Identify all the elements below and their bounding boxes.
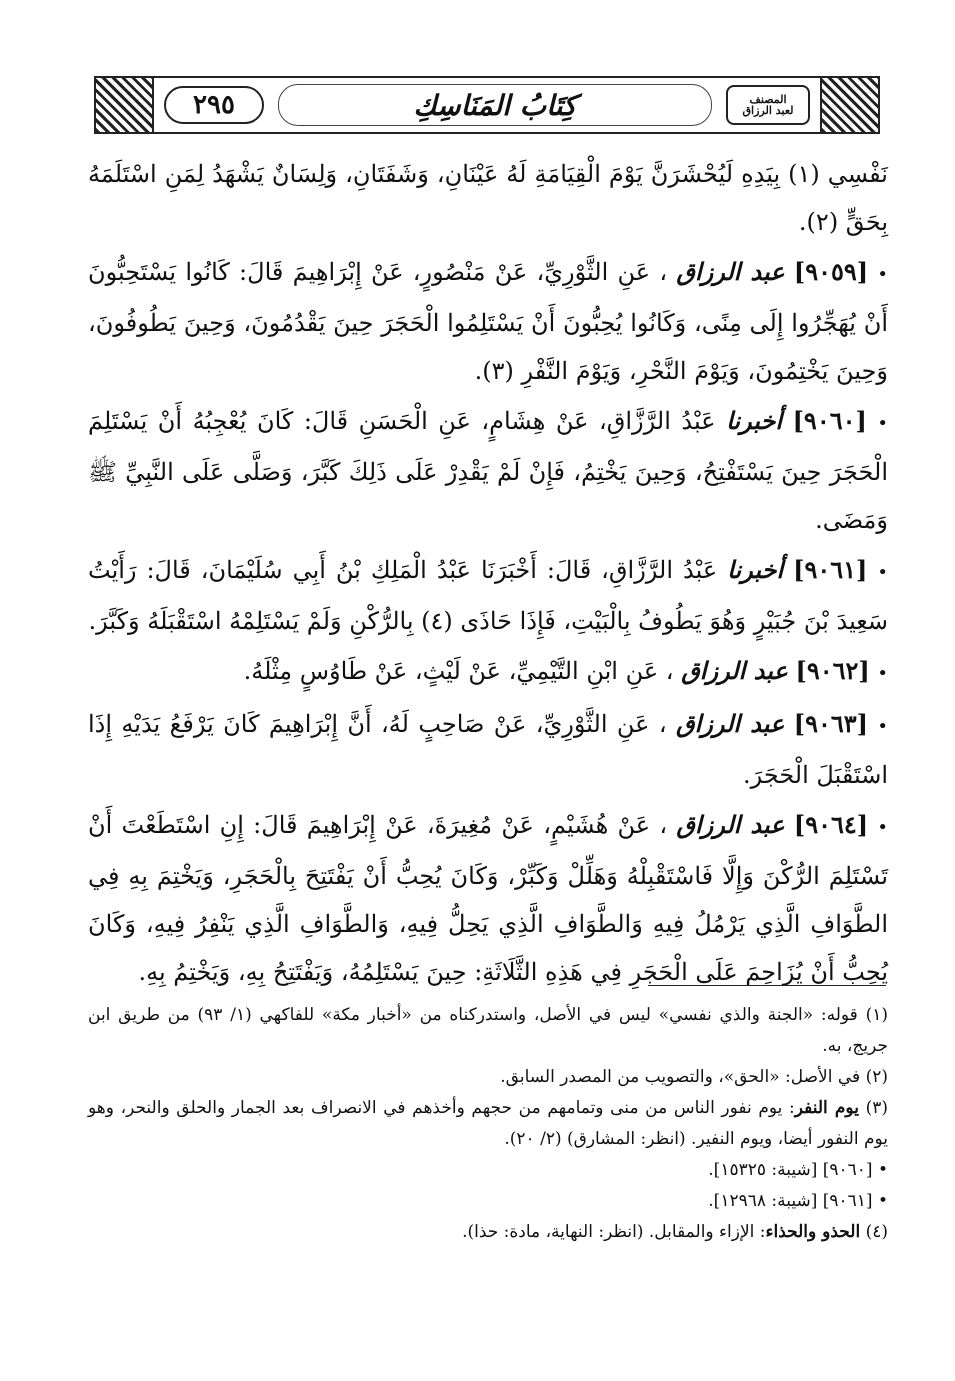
footnotes (88, 1000, 888, 1248)
bullet: • (877, 1160, 888, 1180)
hadith-text: عَبْدُ الرَّزَّاقِ، عَنْ هِشَامٍ، عَنِ الْحَسَنِ قَالَ: كَانَ يُعْجِبُهُ أَنْ يَسْتَلِمَ الْحَجَرَ حِينَ يَسْتَفْتِحُ، وَحِينَ يَخْتِمُ، فَإِنْ لَمْ يَقْدِرْ عَلَى ذَلِكَ كَبَّرَ، وَصَلَّى عَلَى النَّبِيِّ ﷺ وَمَضَى. (88, 407, 888, 534)
narrator: عبد الرزاق (676, 810, 785, 839)
page-header (94, 76, 880, 134)
footnote-ref-9061 (88, 1186, 888, 1217)
book-title: كِتَابُ المَنَاسِكِ (278, 84, 712, 126)
hadith-text: ، عَنِ الثَّوْرِيِّ، عَنْ مَنْصُورٍ، عَنْ إِبْرَاهِيمَ قَالَ: كَانُوا يَسْتَحِبُّونَ أَنْ يُهَجِّرُوا إِلَى مِنًى، وَكَانُوا يُحِبُّونَ أَنْ يَسْتَلِمُوا الْحَجَرَ حِينَ يَقْدُمُونَ، وَحِينَ يَطُوفُونَ، وَحِينَ يَخْتِمُونَ، وَيَوْمَ النَّحْرِ، وَيَوْمَ النَّفْرِ (٣). (88, 258, 888, 385)
footnote-2 (88, 1062, 888, 1093)
narrator: عبد الرزاق (681, 656, 788, 685)
hadith-9059 (88, 248, 888, 395)
logo-line-2: لعبد الرزاق (742, 104, 794, 117)
paragraph-text: نَفْسِي (١) بِيَدِهِ لَيُحْشَرَنَّ يَوْمَ الْقِيَامَةِ لَهُ عَيْنَانِ، وَشَفَتَانِ، وَلِسَانٌ يَشْهَدُ لِمَنِ اسْتَلَمَهُ بِحَقٍّ (٢). (88, 160, 888, 236)
hadith-text: ، عَنِ ابْنِ التَّيْمِيِّ، عَنْ لَيْثٍ، عَنْ طَاوُسٍ مِثْلَهُ. (243, 657, 674, 685)
footnote-marker: (١) (865, 1005, 888, 1025)
footnote-text: في الأصل: «الحق»، والتصويب من المصدر السابق. (500, 1067, 861, 1087)
narrator: عبد الرزاق (675, 709, 785, 738)
footnote-marker: (٢) (865, 1067, 888, 1087)
bullet: • (877, 716, 888, 737)
hadith-text: ، عَنْ هُشَيْمٍ، عَنْ مُغِيرَةَ، عَنْ إِبْرَاهِيمَ قَالَ: إِنِ اسْتَطَعْتَ أَنْ تَسْتَلِمَ الرُّكْنَ وَإِلَّا فَاسْتَقْبِلْهُ وَهَلِّلْ وَكَبِّرْ، وَكَانَ يُحِبُّ أَنْ يَفْتَتِحَ بِالْحَجَرِ، وَيَخْتِمَ بِهِ فِي الطَّوَافِ الَّذِي يَرْمُلُ فِيهِ وَالطَّوَافِ الَّذِي يَحِلُّ فِيهِ، وَالطَّوَافِ الَّذِي يَنْفِرُ فِيهِ، وَكَانَ يُحِبُّ أَنْ يُزَاحِمَ عَلَى الْحَجَرِ فِي هَذِهِ الثَّلَاثَةِ: حِينَ يَسْتَلِمُهُ، وَيَفْتَتِحُ بِهِ، وَيَخْتِمُ بِهِ. (88, 811, 888, 986)
bullet: • (877, 663, 888, 684)
hadith-9063 (88, 700, 888, 799)
hadith-number: [٩٠٦٢] (795, 656, 870, 685)
footnote-text: : الإزاء والمقابل. (انظر: النهاية، مادة: حذا). (462, 1222, 766, 1242)
logo-line-1: المصنف (749, 93, 787, 106)
hadith-number: [٩٠٦٠] (792, 406, 867, 435)
footnote-marker: (٤) (865, 1222, 888, 1242)
bullet: • (877, 817, 888, 838)
page-number: ٢٩٥ (164, 86, 264, 124)
narrator: أخبرنا (726, 406, 783, 435)
hadith-9061 (88, 546, 888, 645)
footnote-text: قوله: «الجنة والذي نفسي» ليس في الأصل، واستدركناه من «أخبار مكة» للفاكهي (١/ ٩٣) من طريق ابن جريج، به. (88, 1005, 888, 1056)
footnote-ref-9060 (88, 1155, 888, 1186)
footnote-separator (648, 985, 886, 986)
hadith-text: ، عَنِ الثَّوْرِيِّ، عَنْ صَاحِبٍ لَهُ، أَنَّ إِبْرَاهِيمَ كَانَ يَرْفَعُ يَدَيْهِ إِذَا اسْتَقْبَلَ الْحَجَرَ. (88, 710, 888, 789)
hadith-9062 (88, 647, 888, 698)
ornament-left (96, 78, 154, 132)
hadith-9064 (88, 801, 888, 996)
bullet: • (877, 1191, 888, 1211)
hadith-number: [٩٠٦٣] (793, 709, 868, 738)
footnote-term: يوم النفر (794, 1098, 859, 1118)
hadith-text: عَبْدُ الرَّزَّاقِ، قَالَ: أَخْبَرَنَا عَبْدُ الْمَلِكِ بْنُ أَبِي سُلَيْمَانَ، قَالَ: رَأَيْتُ سَعِيدَ بْنَ جُبَيْرٍ وَهُوَ يَطُوفُ بِالْبَيْتِ، فَإِذَا حَاذَى (٤) بِالرُّكْنِ وَلَمْ يَسْتَلِمْهُ اسْتَقْبَلَهُ وَكَبَّرَ. (88, 556, 888, 635)
book-logo (726, 85, 810, 125)
hadith-number: [٩٠٦١] (793, 555, 868, 584)
footnote-4 (88, 1217, 888, 1248)
footnote-text: : يوم نفور الناس من منى وتمامهم من حجهم وأخذهم في الانصراف بعد الجمار والحلق والنحر، وهو يوم النفور أيضا، ويوم النفير. (انظر: المشارق) (٢/ ٢٠). (88, 1098, 888, 1149)
footnote-marker: (٣) (865, 1098, 888, 1118)
bullet: • (877, 562, 888, 583)
footnote-3 (88, 1093, 888, 1155)
footnote-1 (88, 1000, 888, 1062)
footnote-term: الحذو والحذاء (765, 1222, 861, 1242)
hadith-number: [٩٠٦٤] (793, 810, 869, 839)
ornament-right (820, 78, 878, 132)
narrator: أخبرنا (727, 555, 784, 584)
footnote-text: [٩٠٦٠] [شيبة: ١٥٣٢٥]. (708, 1160, 873, 1180)
hadith-9060 (88, 397, 888, 544)
header-inner (154, 78, 820, 132)
narrator: عبد الرزاق (676, 257, 785, 286)
footnote-text: [٩٠٦١] [شيبة: ١٢٩٦٨]. (708, 1191, 873, 1211)
bullet: • (877, 413, 888, 434)
hadith-number: [٩٠٥٩] (793, 257, 869, 286)
main-text (88, 150, 888, 998)
paragraph (88, 150, 888, 246)
bullet: • (877, 264, 888, 285)
